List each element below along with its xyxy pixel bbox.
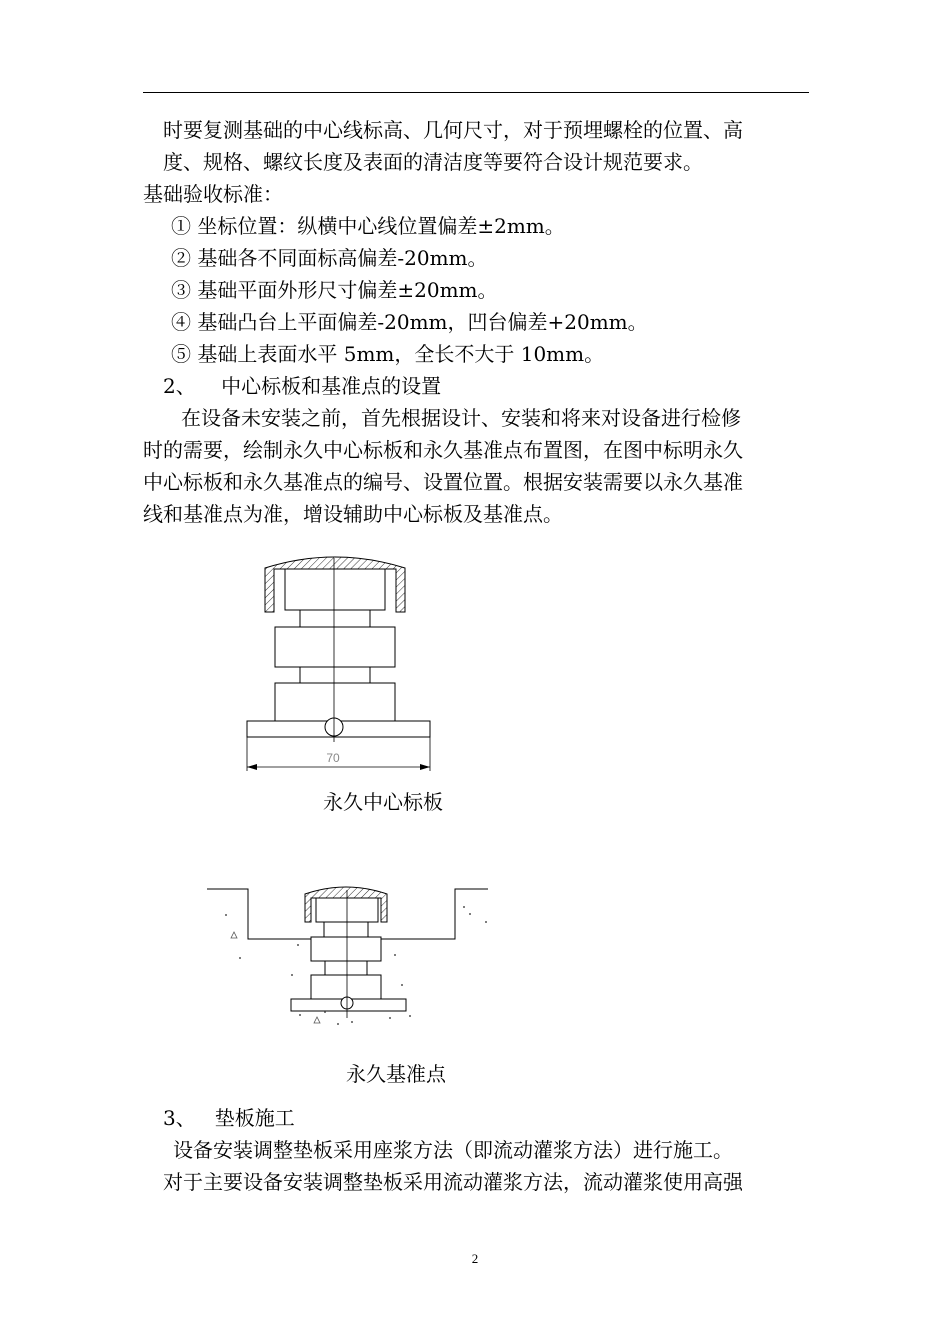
section-heading-acceptance: 基础验收标准： [143,182,283,206]
figure1-caption: 永久中心标板 [323,790,443,814]
body-line-8: 对于主要设备安装调整垫板采用流动灌浆方法，流动灌浆使用高强 [163,1170,743,1194]
body-line-6: 线和基准点为准，增设辅助中心标板及基准点。 [143,502,563,526]
section-heading-3: 3、 垫板施工 [163,1106,295,1130]
body-line-3: 在设备未安装之前，首先根据设计、安装和将来对设备进行检修 [181,406,741,430]
criteria-item-4: ④ 基础凸台上平面偏差-20mm，凹台偏差+20mm。 [171,310,648,334]
dimension-label: 70 [326,751,340,765]
body-line-5: 中心标板和永久基准点的编号、设置位置。根据安装需要以永久基准 [143,470,743,494]
criteria-item-3: ③ 基础平面外形尺寸偏差±20mm。 [171,278,498,302]
figure2-caption: 永久基准点 [346,1062,446,1086]
criteria-item-5: ⑤ 基础上表面水平 5mm，全长不大于 10mm。 [171,342,605,366]
body-line-7: 设备安装调整垫板采用座浆方法（即流动灌浆方法）进行施工。 [173,1138,733,1162]
page-number: 2 [471,1251,479,1266]
section-heading-2: 2、 中心标板和基准点的设置 [163,374,442,398]
benchmark-diagram [200,880,490,1030]
body-line-4: 时的需要，绘制永久中心标板和永久基准点布置图，在图中标明永久 [143,438,743,462]
criteria-item-1: ① 坐标位置：纵横中心线位置偏差±2mm。 [171,214,565,238]
header-rule [143,92,809,93]
criteria-item-2: ② 基础各不同面标高偏差-20mm。 [171,246,488,270]
body-line-2: 度、规格、螺纹长度及表面的清洁度等要符合设计规范要求。 [163,150,703,174]
body-line-1: 时要复测基础的中心线标高、几何尺寸，对于预埋螺栓的位置、高 [163,118,743,142]
center-plate-diagram [240,545,440,785]
